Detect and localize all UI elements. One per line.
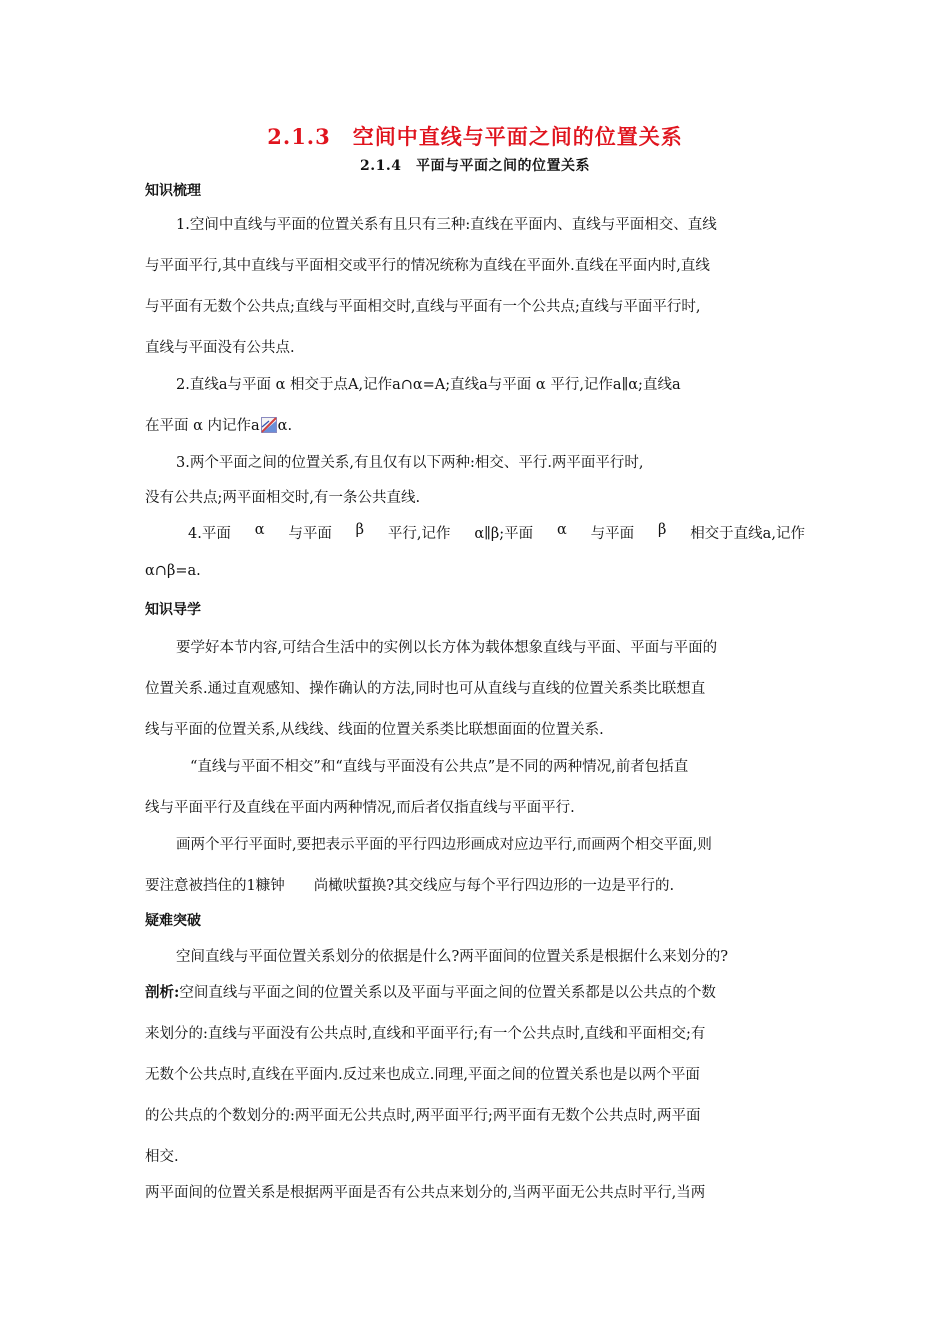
analysis-label: 剖析: (145, 984, 180, 1001)
paragraph-line: 线与平面平行及直线在平面内两种情况,而后者仅指直线与平面平行. (145, 800, 575, 816)
text-fragment: α. (277, 418, 293, 434)
text-token: β (657, 522, 667, 538)
paragraph-line: α∩β=a. (145, 563, 201, 579)
page-title: 2.1.3 空间中直线与平面之间的位置关系 (267, 124, 683, 149)
paragraph-line: 画两个平行平面时,要把表示平面的平行四边形画成对应边平行,而画两个相交平面,则 (176, 837, 712, 853)
paragraph-line: 没有公共点;两平面相交时,有一条公共直线. (145, 490, 421, 506)
section-heading-zhishi-shuli: 知识梳理 (145, 183, 201, 199)
paragraph-line: 3.两个平面之间的位置关系,有且仅有以下两种:相交、平行.两平面平行时, (176, 455, 644, 471)
text-fragment: 在平面 α 内记作a (145, 418, 260, 434)
paragraph-line: 与平面平行,其中直线与平面相交或平行的情况统称为直线在平面外.直线在平面内时,直线 (145, 258, 710, 274)
paragraph-line: 线与平面的位置关系,从线线、线面的位置关系类比联想面面的位置关系. (145, 722, 604, 738)
page-subtitle: 2.1.4 平面与平面之间的位置关系 (360, 158, 590, 174)
paragraph-line: 1.空间中直线与平面的位置关系有且只有三种:直线在平面内、直线与平面相交、直线 (176, 217, 717, 233)
paragraph-line: “直线与平面不相交”和“直线与平面没有公共点”是不同的两种情况,前者包括直 (190, 759, 689, 775)
paragraph-line (145, 414, 292, 435)
paragraph-line: 空间直线与平面位置关系划分的依据是什么?两平面间的位置关系是根据什么来划分的? (176, 949, 729, 965)
text-token: α (556, 522, 567, 538)
paragraph-line: 要学好本节内容,可结合生活中的实例以长方体为载体想象直线与平面、平面与平面的 (176, 640, 718, 656)
text-token: 4.平面 (188, 526, 231, 542)
paragraph-line: 两平面间的位置关系是根据两平面是否有公共点来划分的,当两平面无公共点时平行,当两 (145, 1185, 706, 1201)
paragraph-line-justified (188, 522, 805, 543)
paragraph-line: 无数个公共点时,直线在平面内.反过来也成立.同理,平面之间的位置关系也是以两个平面 (145, 1067, 700, 1083)
text-token: β (355, 522, 365, 538)
paragraph-line: 位置关系.通过直观感知、操作确认的方法,同时也可从直线与直线的位置关系类比联想直 (145, 681, 706, 697)
text-token: α∥β;平面 (474, 526, 534, 542)
paragraph-line: 直线与平面没有公共点. (145, 340, 295, 356)
paragraph-line: 与平面有无数个公共点;直线与平面相交时,直线与平面有一个公共点;直线与平面平行时, (145, 299, 701, 315)
section-heading-yinan-tupo: 疑难突破 (145, 913, 201, 929)
text-token: α (254, 522, 265, 538)
paragraph-line: 要注意被挡住的1糠钟 尚橄吠蜇换?其交线应与每个平行四边形的一边是平行的. (145, 878, 675, 894)
text-token: 与平面 (288, 526, 332, 542)
paragraph-line: 相交. (145, 1149, 179, 1165)
text-token: 相交于直线a,记作 (690, 526, 805, 542)
paragraph-line: 来划分的:直线与平面没有公共点时,直线和平面平行;有一个公共点时,直线和平面相交;有 (145, 1026, 706, 1042)
paragraph-line: 2.直线a与平面 α 相交于点A,记作a∩α=A;直线a与平面 α 平行,记作a∥α;直线a (176, 377, 681, 393)
subset-symbol-icon (261, 417, 277, 433)
text-fragment: 空间直线与平面之间的位置关系以及平面与平面之间的位置关系都是以公共点的个数 (179, 985, 716, 1001)
text-token: 与平面 (590, 526, 635, 542)
paragraph-line (145, 981, 716, 1002)
text-token: 平行,记作 (387, 526, 451, 542)
section-heading-zhishi-daoxue: 知识导学 (145, 602, 201, 618)
paragraph-line: 的公共点的个数划分的:两平面无公共点时,两平面平行;两平面有无数个公共点时,两平面 (145, 1108, 701, 1124)
